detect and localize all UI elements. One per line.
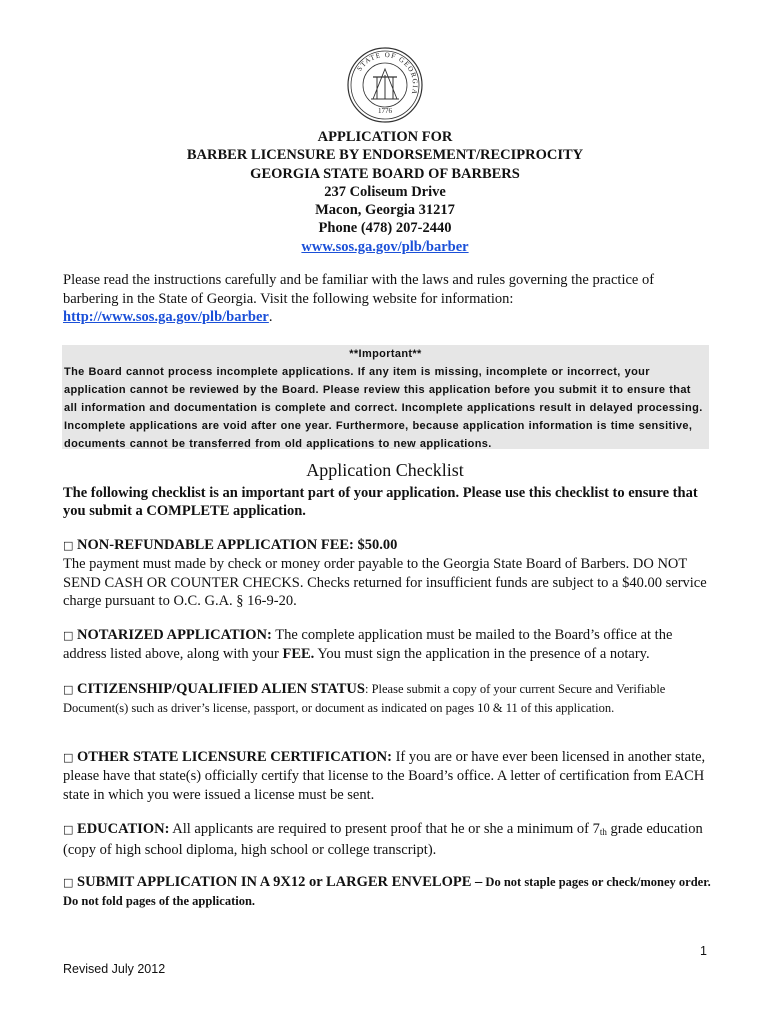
submit-text: Do not staple pages or check/money order. Do not fold pages of the application. <box>63 875 711 909</box>
important-notice <box>62 345 709 449</box>
page-number: 1 <box>700 944 707 958</box>
checklist-item-citizenship <box>63 680 713 718</box>
header-phone: Phone (478) 207-2440 <box>318 220 452 237</box>
revision-date: Revised July 2012 <box>63 962 166 976</box>
checklist-item-education <box>63 820 713 860</box>
fee-heading: NON-REFUNDABLE APPLICATION FEE: $50.00 <box>77 537 398 553</box>
header-title: APPLICATION FOR <box>317 129 453 145</box>
document-header <box>0 128 770 256</box>
checkbox-icon[interactable]: □ <box>63 539 74 552</box>
checklist-item-notary <box>63 626 713 664</box>
header-subtitle: BARBER LICENSURE BY ENDORSEMENT/RECIPROCITY <box>186 147 584 164</box>
citizenship-heading: CITIZENSHIP/QUALIFIED ALIEN STATUS <box>77 681 365 697</box>
other-state-heading: OTHER STATE LICENSURE CERTIFICATION: <box>77 749 392 765</box>
notary-text-2: You must sign the application in the presence of a notary. <box>314 646 650 663</box>
checkbox-icon[interactable]: □ <box>63 876 74 889</box>
intro-website-link[interactable]: http://www.sos.ga.gov/plb/barber <box>63 309 269 325</box>
important-body: The Board cannot process incomplete applications. If any item is missing, incomplete or incorrect, your application cannot be reviewed by the Board. Please review this application before you submit it to ensure that all information and documentation is complete and correct. Incomplete applications result in delayed processing. Incomplete applications are void after one year. Furthermore, because application information is time sensitive, documents cannot be transferred from old applications to new applications. <box>64 366 703 450</box>
state-seal-icon <box>347 47 423 123</box>
intro-period: . <box>268 309 273 325</box>
header-city: Macon, Georgia 31217 <box>315 202 455 219</box>
fee-text: The payment must made by check or money order payable to the Georgia State Board of Barbers. DO NOT SEND CASH OR COUNTER CHECKS. Checks returned for insufficient funds are subject to a $40.00 service charge pursuant to O.C. G.A. § 16-9-20. <box>63 556 707 609</box>
intro-text: Please read the instructions carefully and be familiar with the laws and rules governing the practice of barbering in the State of Georgia. Visit the following website for information: <box>63 272 655 307</box>
checkbox-icon[interactable]: □ <box>63 823 74 836</box>
header-board-name: GEORGIA STATE BOARD OF BARBERS <box>250 165 520 182</box>
notary-text: The complete application must be mailed to the Board’s office at the address listed above, along with your <box>63 627 673 663</box>
checklist-item-fee <box>63 536 713 610</box>
checklist-intro: The following checklist is an important part of your application. Please use this checklist to ensure that you submit a COMPLETE application. <box>63 485 698 519</box>
checklist-item-other-state <box>63 748 713 804</box>
education-heading: EDUCATION: <box>77 821 170 837</box>
education-superscript: th <box>599 827 607 837</box>
seal-ring-text: STATE OF GEORGIA <box>355 50 420 97</box>
header-street: 237 Coliseum Drive <box>324 183 446 200</box>
notary-fee: FEE. <box>282 646 315 663</box>
important-title: **Important** <box>349 348 422 360</box>
submit-heading: SUBMIT APPLICATION IN A 9X12 or LARGER ENVELOPE – <box>77 874 483 890</box>
education-text-2: grade education (copy of high school diploma, high school or college transcript). <box>63 821 703 859</box>
notary-heading: NOTARIZED APPLICATION: <box>77 627 272 643</box>
checkbox-icon[interactable]: □ <box>63 629 74 642</box>
header-website-link[interactable]: www.sos.ga.gov/plb/barber <box>301 238 469 255</box>
other-state-text: If you are or have ever been licensed in another state, please have that state(s) officially certify that license to the Board’s office. A letter of certification from EACH state in which you were issued a license must be sent. <box>63 749 706 803</box>
intro-paragraph <box>63 271 713 327</box>
checklist-item-submit <box>63 873 713 911</box>
checklist-title: Application Checklist <box>306 460 464 480</box>
checkbox-icon[interactable]: □ <box>63 751 74 764</box>
education-text: All applicants are required to present proof that he or she a minimum of 7 <box>169 821 600 837</box>
seal-year: 1776 <box>378 107 392 115</box>
citizenship-text: : Please submit a copy of your current Secure and Verifiable Document(s) such as driver’s license, passport, or document as indicated on pages 10 & 11 of this application. <box>63 682 666 716</box>
checkbox-icon[interactable]: □ <box>63 683 74 696</box>
